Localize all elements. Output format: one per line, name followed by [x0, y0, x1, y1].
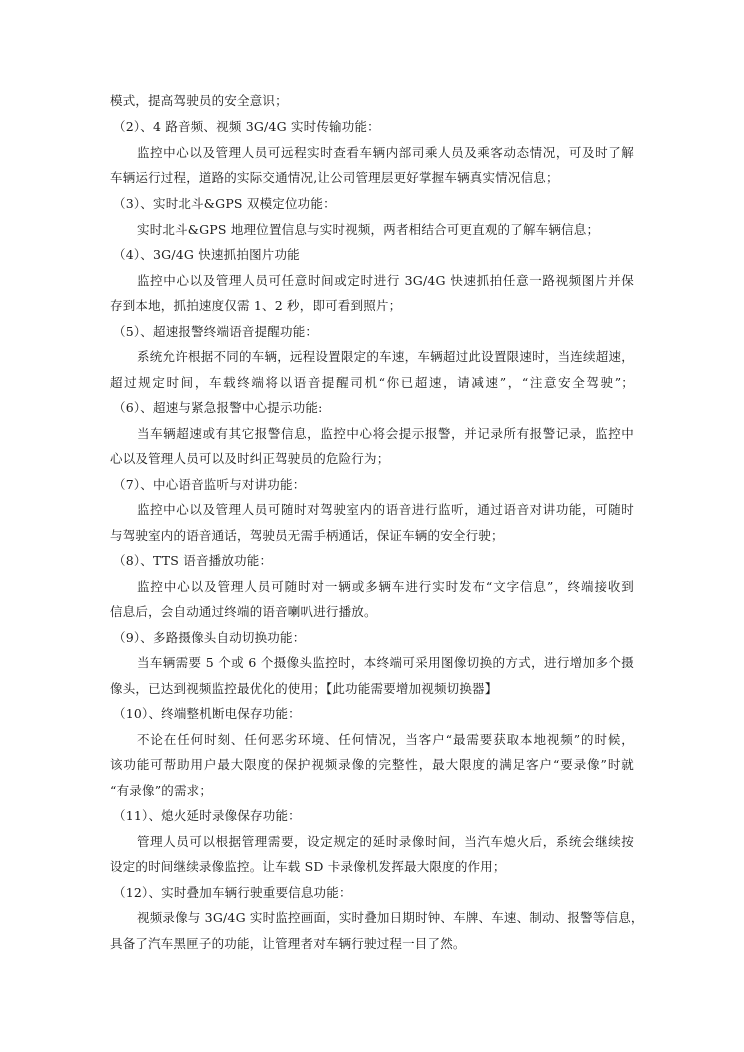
section-heading: （10）、终端整机断电保存功能： — [113, 706, 301, 721]
section-heading: （5）、超速报警终端语音提醒功能： — [113, 324, 319, 339]
section-heading: （11）、熄火延时录像保存功能： — [113, 808, 301, 823]
section-heading: （12）、实时叠加车辆行驶重要信息功能： — [113, 885, 352, 900]
paragraph-line: 存到本地，抓拍速度仅需 1、2 秒，即可看到照片； — [110, 298, 402, 313]
paragraph-line: 监控中心以及管理人员可远程实时查看车辆内部司乘人员及乘客动态情况，可及时了解 — [137, 145, 634, 160]
paragraph-line: 信息后，会自动通过终端的语音喇叭进行播放。 — [110, 604, 377, 619]
paragraph-line: “有录像”的需求； — [110, 783, 213, 798]
paragraph-line: 具备了汽车黑匣子的功能，让管理者对车辆行驶过程一目了然。 — [110, 936, 466, 951]
paragraph-line: 当车辆需要 5 个或 6 个摄像头监控时，本终端可采用图像切换的方式，进行增加多个摄 — [137, 655, 634, 670]
paragraph-line: 管理人员可以根据管理需要，设定规定的延时录像时间，当汽车熄火后，系统会继续按 — [137, 834, 634, 849]
section-heading: （7）、中心语音监听与对讲功能： — [113, 477, 306, 492]
paragraph-line: 心以及管理人员可以及时纠正驾驶员的危险行为； — [110, 451, 390, 466]
paragraph-line: 超过规定时间，车载终端将以语音提醒司机“你已超速，请减速”，“注意安全驾驶”； — [110, 375, 634, 390]
section-heading: （2）、4 路音频、视频 3G/4G 实时传输功能： — [113, 119, 380, 134]
paragraph-line: 监控中心以及管理人员可随时对一辆或多辆车进行实时发布“文字信息”，终端接收到 — [137, 579, 634, 594]
paragraph-line: 监控中心以及管理人员可随时对驾驶室内的语音进行监听，通过语音对讲功能，可随时 — [137, 502, 634, 517]
paragraph-line: 实时北斗&GPS 地理位置信息与实时视频，两者相结合可更直观的了解车辆信息； — [137, 222, 600, 237]
paragraph-line: 该功能可帮助用户最大限度的保护视频录像的完整性，最大限度的满足客户“要录像”时就 — [110, 757, 634, 772]
paragraph-line: 当车辆超速或有其它报警信息，监控中心将会提示报警，并记录所有报警记录，监控中 — [137, 426, 634, 441]
paragraph-line: 设定的时间继续录像监控。让车载 SD 卡录像机发挥最大限度的作用； — [110, 859, 506, 874]
section-heading: （3）、实时北斗&GPS 双模定位功能： — [113, 196, 336, 211]
paragraph-line: 模式，提高驾驶员的安全意识； — [110, 93, 288, 108]
section-heading: （9）、多路摄像头自动切换功能： — [113, 630, 306, 645]
paragraph-line: 与驾驶室内的语音通话，驾驶员无需手柄通话，保证车辆的安全行驶； — [110, 528, 504, 543]
paragraph-line: 视频录像与 3G/4G 实时监控画面，实时叠加日期时钟、车牌、车速、制动、报警等信息， — [137, 910, 644, 925]
paragraph-line: 车辆运行过程，道路的实际交通情况,让公司管理层更好掌握车辆真实情况信息； — [110, 170, 559, 185]
section-heading: （8）、TTS 语音播放功能： — [113, 553, 273, 568]
section-heading: （4）、3G/4G 快速抓拍图片功能 — [113, 247, 300, 262]
paragraph-line: 监控中心以及管理人员可任意时间或定时进行 3G/4G 快速抓拍任意一路视频图片并保 — [137, 273, 634, 288]
paragraph-line: 像头，已达到视频监控最优化的使用；【此功能需要增加视频切换器】 — [110, 681, 498, 696]
section-heading: （6）、超速与紧急报警中心提示功能: — [113, 400, 323, 415]
paragraph-line: 系统允许根据不同的车辆，远程设置限定的车速，车辆超过此设置限速时，当连续超速， — [137, 349, 634, 364]
paragraph-line: 不论在任何时刻、任何恶劣环境、任何情况，当客户“最需要获取本地视频”的时候， — [137, 732, 634, 747]
